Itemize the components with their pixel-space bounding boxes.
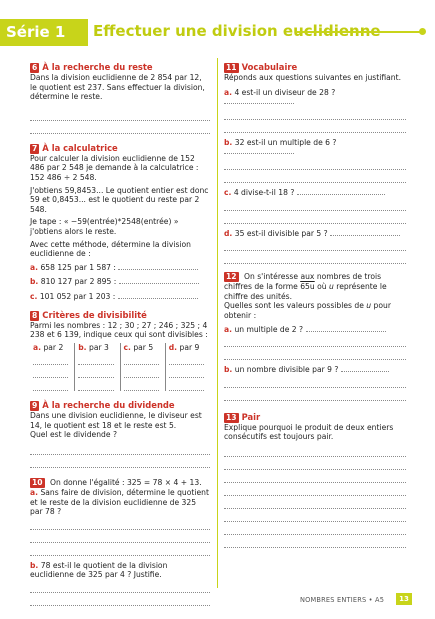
answer-line[interactable] — [124, 352, 159, 365]
exercise-8-number: 8 — [32, 310, 38, 320]
item-letter: b. — [224, 365, 233, 375]
exercise-10-number: 10 — [32, 478, 43, 488]
exercise-13-title: Pair — [241, 411, 261, 422]
answer-line[interactable] — [78, 365, 113, 378]
answer-line[interactable] — [30, 530, 210, 543]
answer-line[interactable] — [224, 388, 406, 401]
column-label: par 9 — [179, 342, 200, 352]
answer-line[interactable] — [33, 365, 68, 378]
exercise-8-text: Parmi les nombres : 12 ; 30 ; 27 ; 246 ; 325 ; 4 238 et 6 139, indique ceux qui sont divisibles : — [30, 320, 208, 340]
column-separator — [217, 58, 218, 588]
number-form: 65u — [300, 282, 315, 292]
exercise-12-text2: où — [317, 282, 327, 292]
answer-line[interactable] — [224, 522, 406, 535]
serie-badge: Série 1 — [0, 19, 88, 46]
exercise-9 — [30, 401, 210, 468]
exercise-6-text: Dans la division euclidienne de 2 854 par 12, le quotient est 237. Sans effectuer la division, détermine le reste. — [30, 73, 205, 102]
exercise-12-text — [224, 272, 406, 301]
item-letter: a. — [30, 488, 39, 498]
answer-line[interactable] — [33, 352, 68, 365]
item-text: Sans faire de division, détermine le quotient et le reste de la division euclidienne de 325 par 78 ? — [30, 488, 209, 517]
answer-line[interactable] — [30, 517, 210, 530]
item-letter: a. — [224, 324, 233, 334]
page-number: 13 — [396, 593, 412, 605]
answer-line[interactable] — [30, 121, 210, 134]
exercise-11-item-c — [224, 188, 406, 198]
answer-line[interactable] — [30, 543, 210, 556]
item-letter: d. — [224, 228, 233, 238]
exercise-7-item-b — [30, 277, 210, 287]
divisibility-table — [30, 343, 210, 392]
exercise-10 — [30, 478, 210, 606]
answer-line[interactable] — [224, 334, 406, 347]
exercise-13-heading — [224, 413, 406, 423]
answer-line[interactable] — [30, 593, 210, 606]
item-letter: b. — [30, 277, 39, 287]
exercise-8-title: Critères de divisibilité — [42, 309, 147, 320]
answer-line[interactable] — [224, 153, 294, 154]
item-text: 4 divise-t-il 18 ? — [233, 187, 295, 197]
answer-line[interactable] — [306, 331, 386, 332]
exercise-11-number: 11 — [226, 63, 237, 72]
answer-line[interactable] — [224, 457, 406, 470]
answer-line[interactable] — [224, 251, 406, 264]
exercise-9-title: À la recherche du dividende — [42, 400, 175, 411]
answer-line[interactable] — [224, 238, 406, 251]
answer-line[interactable] — [118, 298, 198, 299]
exercise-12-text4: Quelles sont les valeurs possibles de — [224, 301, 364, 311]
answer-line[interactable] — [33, 378, 68, 391]
exercise-12 — [224, 272, 406, 401]
exercise-11-item-a — [224, 88, 406, 107]
column-letter: d. — [168, 342, 178, 352]
exercise-7-p2: J'obtiens 59,8453... Le quotient entier est donc 59 et 0,8453... est le quotient du reste par 2 548. — [30, 185, 209, 214]
exercise-12-number: 12 — [226, 272, 237, 282]
exercise-6-heading — [30, 63, 210, 73]
column-label: par 2 — [43, 342, 64, 352]
item-letter: a. — [224, 87, 233, 97]
header-rule-dot — [419, 28, 426, 35]
answer-line[interactable] — [224, 444, 406, 457]
answer-line[interactable] — [224, 120, 406, 133]
exercise-8 — [30, 311, 210, 392]
table-column — [74, 343, 119, 392]
exercise-7-p1: Pour calculer la division euclidienne de 152 486 par 2 548 je demande à la calculatrice : 152 486 ÷ 2 548. — [30, 153, 199, 182]
table-column — [30, 343, 74, 392]
item-text: 32 est-il un multiple de 6 ? — [234, 137, 337, 147]
exercise-9-text: Dans une division euclidienne, le diviseur est 14, le quotient est 18 et le reste est 5. — [30, 411, 202, 430]
exercise-11 — [224, 63, 406, 264]
exercise-7-item-c — [30, 292, 210, 302]
answer-line[interactable] — [169, 378, 204, 391]
item-text: 101 052 par 1 203 : — [39, 291, 116, 301]
answer-line[interactable] — [224, 157, 406, 170]
answer-line[interactable] — [224, 375, 406, 388]
answer-line[interactable] — [119, 283, 199, 284]
answer-line[interactable] — [78, 378, 113, 391]
exercise-7-p4: Avec cette méthode, détermine la division euclidienne de : — [30, 239, 191, 259]
answer-line[interactable] — [124, 365, 159, 378]
table-column — [120, 343, 165, 392]
column-letter: b. — [78, 342, 87, 352]
exercise-11-item-d — [224, 229, 406, 239]
exercise-9-heading — [30, 401, 210, 411]
item-text: 35 est-il divisible par 5 ? — [234, 228, 328, 238]
item-text: un multiple de 2 ? — [234, 324, 304, 334]
variable-u: u — [366, 301, 372, 311]
answer-line[interactable] — [30, 108, 210, 121]
answer-line[interactable] — [30, 580, 210, 593]
answer-line[interactable] — [224, 509, 406, 522]
left-column — [30, 63, 210, 606]
exercise-12-text3: représente le chiffre des unités. — [224, 282, 387, 301]
answer-line[interactable] — [224, 496, 406, 509]
exercise-10-text: On donne l'égalité : 325 = 78 × 4 + 13. — [50, 478, 202, 488]
column-label: par 5 — [133, 342, 154, 352]
answer-line[interactable] — [169, 365, 204, 378]
exercise-13 — [224, 413, 406, 548]
exercise-9-number: 9 — [32, 401, 38, 411]
answer-line[interactable] — [224, 198, 406, 211]
exercise-13-text: Explique pourquoi le produit de deux entiers consécutifs est toujours pair. — [224, 422, 394, 442]
exercise-7-item-a — [30, 263, 210, 273]
footer-section: NOMBRES ENTIERS • A5 — [300, 596, 385, 604]
header-rule — [296, 31, 422, 33]
exercise-6 — [30, 63, 210, 134]
item-text: un nombre divisible par 9 ? — [234, 365, 339, 375]
variable-u: u — [329, 282, 334, 292]
exercise-12-item-a — [224, 325, 406, 335]
answer-line[interactable] — [224, 483, 406, 496]
exercise-7-p3: Je tape : « −59(entrée)*2548(entrée) » j'obtiens alors le reste. — [30, 217, 179, 236]
exercise-12-text5: pour obtenir : — [224, 301, 391, 320]
exercise-13-number: 13 — [226, 412, 237, 422]
exercise-7 — [30, 144, 210, 302]
exercise-7-number: 7 — [32, 143, 38, 153]
exercise-12-item-b — [224, 365, 406, 375]
column-label: par 3 — [89, 342, 109, 352]
exercise-10-part-b — [30, 561, 210, 580]
answer-line[interactable] — [224, 211, 406, 224]
exercise-10-part-a — [30, 488, 210, 517]
item-letter: a. — [30, 262, 39, 272]
exercise-11-heading — [224, 63, 406, 73]
item-text: 810 127 par 2 895 : — [40, 277, 117, 287]
answer-line[interactable] — [118, 269, 198, 270]
item-text: 4 est-il un diviseur de 28 ? — [234, 87, 336, 97]
answer-line[interactable] — [297, 194, 385, 195]
answer-line[interactable] — [224, 103, 294, 104]
exercise-11-item-b — [224, 138, 406, 157]
exercise-11-title: Vocabulaire — [241, 62, 298, 73]
answer-line[interactable] — [124, 378, 159, 391]
answer-line[interactable] — [78, 352, 113, 365]
exercise-7-heading — [30, 144, 210, 154]
answer-line[interactable] — [330, 235, 400, 236]
column-letter: a. — [33, 342, 42, 352]
item-text: 78 est-il le quotient de la division euclidienne de 325 par 4 ? Justifie. — [30, 560, 168, 580]
table-column — [165, 343, 210, 392]
answer-line[interactable] — [30, 442, 210, 455]
exercise-10-heading — [30, 478, 210, 488]
exercise-7-title: À la calculatrice — [42, 142, 118, 153]
answer-line[interactable] — [224, 107, 406, 120]
exercise-6-title: À la recherche du reste — [42, 62, 153, 73]
item-letter: b. — [224, 137, 233, 147]
exercise-6-number: 6 — [32, 63, 38, 72]
item-letter: c. — [224, 187, 232, 197]
answer-line[interactable] — [224, 347, 406, 360]
exercise-8-heading — [30, 311, 210, 321]
answer-line[interactable] — [224, 170, 406, 183]
item-text: 658 125 par 1 587 : — [40, 262, 116, 272]
answer-line[interactable] — [341, 371, 389, 372]
exercise-12-text1: On s'intéresse aux nombres de trois chiffres de la forme — [224, 272, 382, 292]
item-letter: b. — [30, 560, 39, 570]
answer-line[interactable] — [224, 470, 406, 483]
answer-line[interactable] — [224, 535, 406, 548]
answer-line[interactable] — [169, 352, 204, 365]
exercise-9-question: Quel est le dividende ? — [30, 430, 117, 440]
item-letter: c. — [30, 291, 38, 301]
page-title: Effectuer une division euclidienne — [93, 22, 381, 40]
exercise-11-intro: Réponds aux questions suivantes en justifiant. — [224, 73, 401, 82]
exercise-12-question — [224, 301, 406, 320]
column-letter: c. — [123, 342, 131, 352]
answer-line[interactable] — [30, 455, 210, 468]
right-column — [224, 63, 406, 548]
